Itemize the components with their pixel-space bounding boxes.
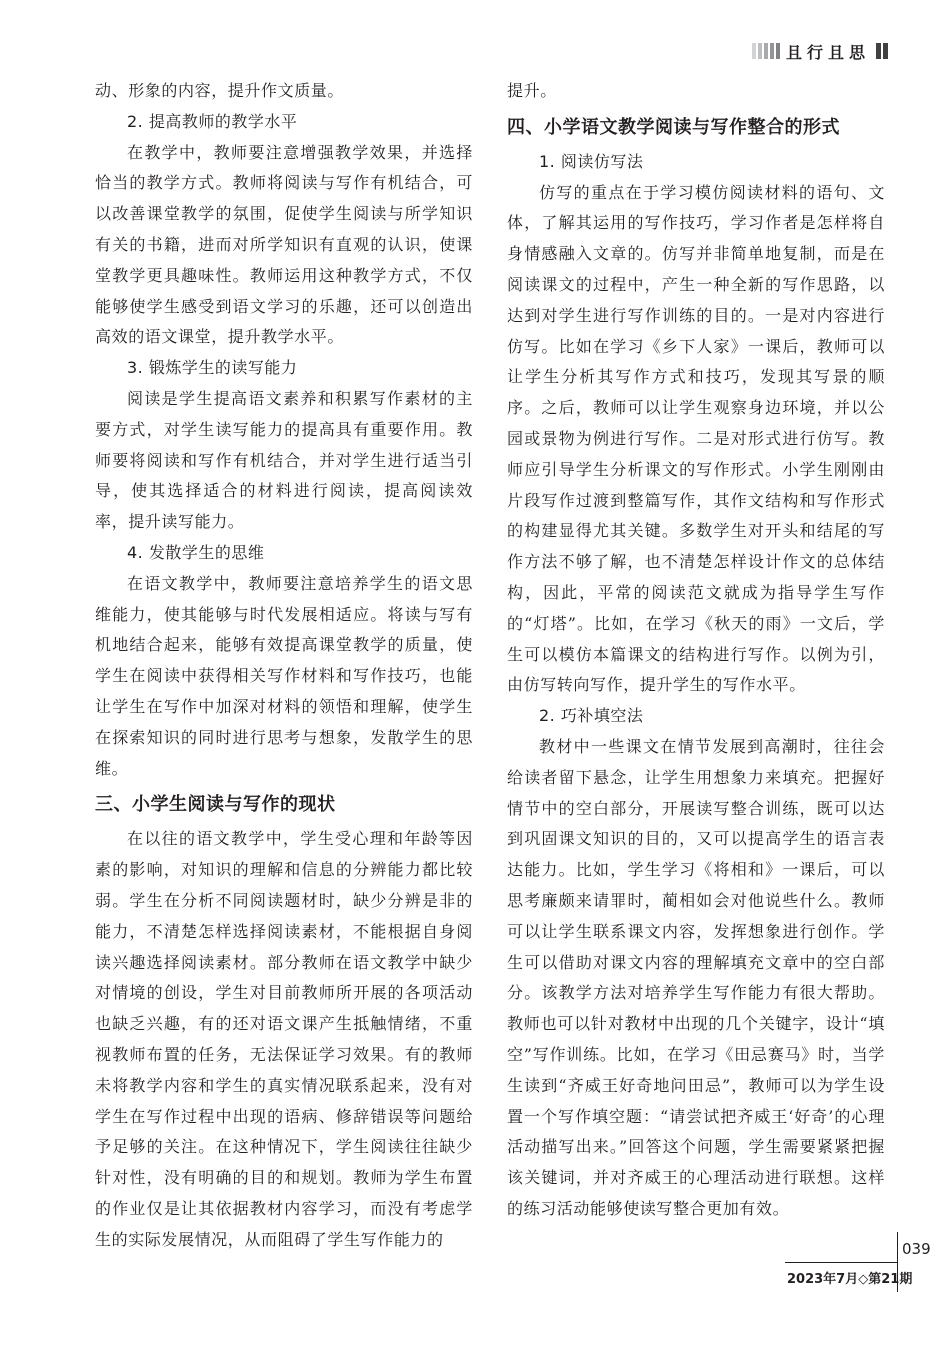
header-bars-left [752,43,780,59]
running-header [752,40,888,62]
subheading-r2: 2. 巧补填空法 [539,706,644,726]
left-paragraph-2: 在教学中，教师要注意增强教学效果，并选择恰当的教学方式。教师将阅读与写作有机结合，可以改善课堂教学的氛围，促使学生阅读与所学知识有关的书籍，进而对所学知识有直观的认识，使课堂教学更具趣味性。教师运用这种教学方式，不仅能够使学生感受到语文学习的乐趣，还可以创造出高效的语文课堂，提升教学水平。 [95,142,473,347]
header-bars-right [876,43,888,59]
subheading-3: 3. 锻炼学生的读写能力 [127,358,298,378]
left-paragraph-1: 动、形象的内容，提升作文质量。 [95,81,345,100]
subheading-4: 4. 发散学生的思维 [127,542,265,562]
left-paragraph-4: 在语文教学中，教师要注意培养学生的语文思维能力，使其能够与时代发展相适应。将读与写有机地结合起来，能够有效提高课堂教学的质量，使学生在阅读中获得相关写作材料和写作技巧，也能让学生在写作中加深对材料的领悟和理解，使学生在探索知识的同时进行思考与想象，发散学生的思维。 [95,573,473,778]
left-column [95,76,473,1255]
subheading-2: 2. 提高教师的教学水平 [127,111,298,131]
right-paragraph-3: 教材中一些课文在情节发展到高潮时，往往会给读者留下悬念，让学生用想象力来填充。把握好情节中的空白部分，开展读写整合训练，既可以达到巩固课文知识的目的，又可以提高学生的语言表达能力。比如，学生学习《将相和》一课后，可以思考廉颇来请罪时，蔺相如会对他说些什么。教师可以让学生联系课文内容，发挥想象进行创作。学生可以借助对课文内容的理解填充文章中的空白部分。该教学方法对培养学生写作能力有很大帮助。教师也可以针对教材中出现的几个关键字，设计“填空”写作训练。比如，在学习《田忌赛马》时，当学生读到“齐威王好奇地问田忌”，教师可以为学生设置一个写作填空题：“请尝试把齐威王‘好奇’的心理活动描写出来。”回答这个问题，学生需要紧紧把握该关键词，并对齐威王的心理活动进行联想。这样的练习活动能够使读写整合更加有效。 [507,736,885,1218]
section-heading-3: 三、小学生阅读与写作的现状 [95,794,336,816]
left-paragraph-5: 在以往的语文教学中，学生受心理和年龄等因素的影响，对知识的理解和信息的分辨能力都比较弱。学生在分析不同阅读题材时，缺少分辨是非的能力，不清楚怎样选择阅读素材，不能根据自身阅读兴趣选择阅读素材。部分教师在语文教学中缺少对情境的创设，学生对目前教师所开展的各项活动也缺乏兴趣，有的还对语文课产生抵触情绪，不重视教师布置的任务，无法保证学习效果。有的教师未将教学内容和学生的真实情况联系起来，没有对学生在写作过程中出现的语病、修辞错误等问题给予足够的关注。在这种情况下，学生阅读往往缺少针对性，没有明确的目的和规划。教师为学生布置的作业仅是让其依据教材内容学习，而没有考虑学生的实际发展情况，从而阻碍了学生写作能力的 [95,829,473,1249]
right-paragraph-2: 仿写的重点在于学习模仿阅读材料的语句、文体，了解其运用的写作技巧，学习作者是怎样将自身情感融入文章的。仿写并非简单地复制，而是在阅读课文的过程中，产生一种全新的写作思路，以达到对学生进行写作训练的目的。一是对内容进行仿写。比如在学习《乡下人家》一课后，教师可以让学生分析其写作方式和技巧，发现其写景的顺序。之后，教师可以让学生观察身边环境，并以公园或景物为例进行写作。二是对形式进行仿写。教师应引导学生分析课文的写作形式。小学生刚刚由片段写作过渡到整篇写作，其作文结构和写作形式的构建显得尤其关键。多数学生对开头和结尾的写作方法不够了解，也不清楚怎样设计作文的总体结构，因此，平常的阅读范文就成为指导学生写作的“灯塔”。比如，在学习《秋天的雨》一文后，学生可以模仿本篇课文的结构进行写作。以例为引，由仿写转向写作，提升学生的写作水平。 [507,182,885,695]
right-paragraph-1: 提升。 [507,81,557,100]
right-column [507,76,885,1225]
subheading-r1: 1. 阅读仿写法 [539,151,644,171]
header-title: 且行且思 [785,42,870,62]
left-paragraph-3: 阅读是学生提高语文素养和积累写作素材的主要方式，对学生读写能力的提高具有重要作用。教师要将阅读和写作有机结合，并对学生进行适当引导，使其选择适合的材料进行阅读，提高阅读效率，提升读写能力。 [95,388,473,532]
page-number: 039 [902,1240,931,1258]
issue-label: 2023年7月◇第21期 [787,1272,913,1287]
footer-divider-horizontal [785,1262,897,1263]
section-heading-4: 四、小学语文教学阅读与写作整合的形式 [507,116,840,138]
